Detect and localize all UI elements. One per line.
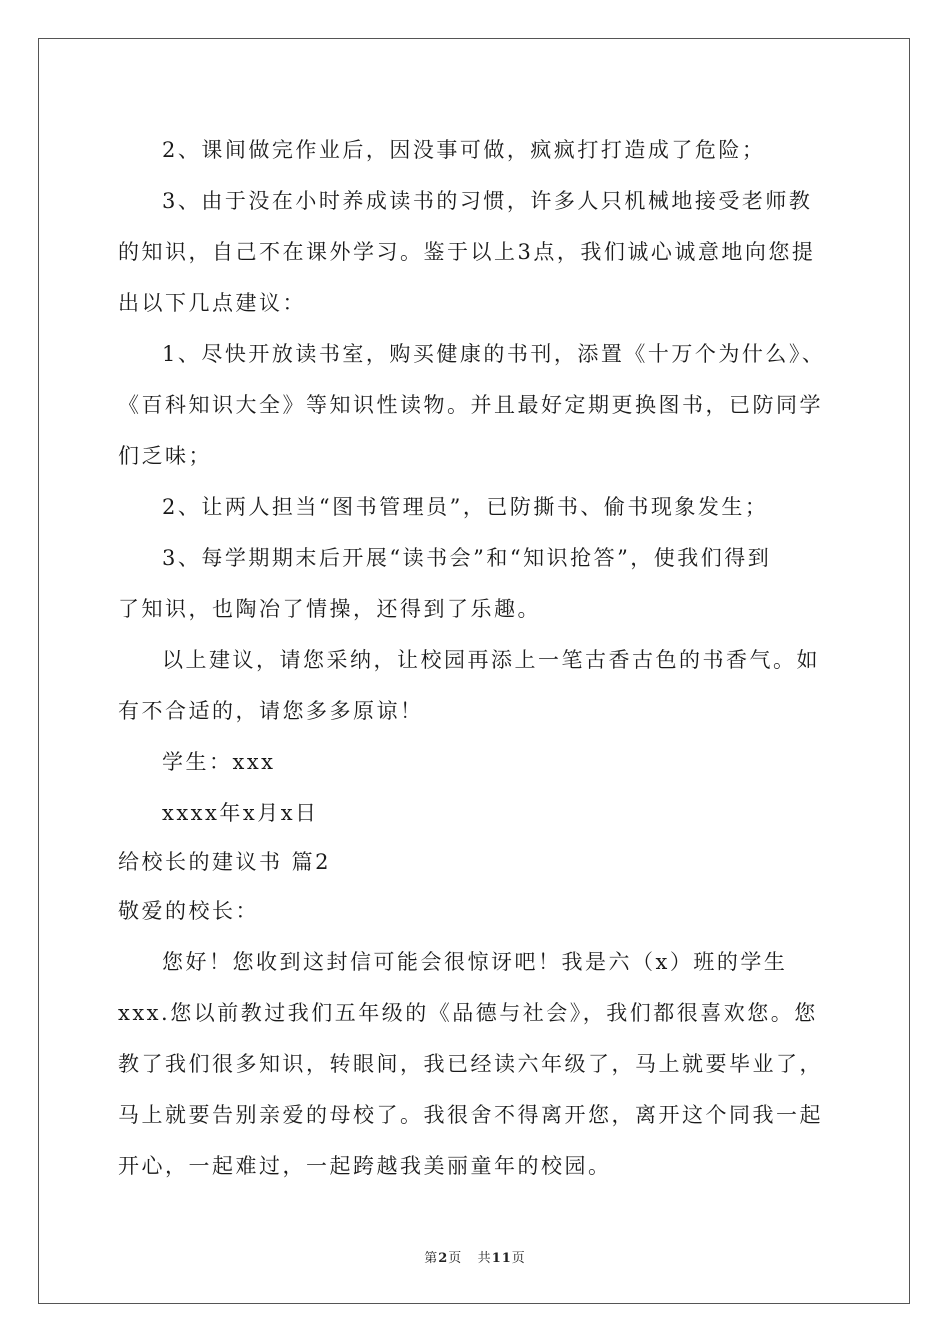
paragraph-line: 2、课间做完作业后，因没事可做，疯疯打打造成了危险； [162,138,766,162]
total-suffix: 页 [511,1251,526,1266]
paragraph-line: xxx.您以前教过我们五年级的《品德与社会》，我们都很喜欢您。您 [118,1001,818,1025]
paragraph-line: 马上就要告别亲爱的母校了。我很舍不得离开您，离开这个同我一起 [118,1103,823,1127]
total-pages: 11 [491,1251,512,1266]
page-prefix: 第 [424,1251,439,1266]
page-footer [0,1247,950,1266]
paragraph-line: 您好！您收到这封信可能会很惊讶吧！我是六（x）班的学生 [162,950,788,974]
paragraph-line: 2、让两人担当“图书管理员”，已防撕书、偷书现象发生； [162,495,769,519]
page-suffix: 页 [448,1251,463,1266]
paragraph-line: 教了我们很多知识，转眼间，我已经读六年级了，马上就要毕业了， [118,1052,823,1076]
signature-date: xxxx年x月x日 [162,801,319,825]
document-body [118,127,838,1194]
salutation: 敬爱的校长： [118,899,259,923]
paragraph-line: 的知识，自己不在课外学习。鉴于以上3点，我们诚心诚意地向您提 [118,240,816,264]
page-number: 2 [438,1251,449,1266]
paragraph-line: 开心，一起难过，一起跨越我美丽童年的校园。 [118,1154,612,1178]
paragraph-line: 《百科知识大全》等知识性读物。并且最好定期更换图书，已防同学 [118,393,823,417]
paragraph-line: 3、每学期期末后开展“读书会”和“知识抢答”，使我们得到 [162,546,772,570]
paragraph-line: 了知识，也陶冶了情操，还得到了乐趣。 [118,597,541,621]
paragraph-line: 们乏味； [118,444,212,468]
section-heading: 给校长的建议书 篇2 [118,850,332,874]
paragraph-line: 3、由于没在小时养成读书的习惯，许多人只机械地接受老师教 [162,189,813,213]
paragraph-line: 有不合适的，请您多多原谅！ [118,699,424,723]
paragraph-line: 以上建议，请您采纳，让校园再添上一笔古香古色的书香气。如 [162,648,820,672]
total-prefix: 共 [477,1251,492,1266]
paragraph-line: 出以下几点建议： [118,291,306,315]
paragraph-line: 1、尽快开放读书室，购买健康的书刊，添置《十万个为什么》、 [162,342,826,366]
signature-student: 学生：xxx [162,750,276,774]
